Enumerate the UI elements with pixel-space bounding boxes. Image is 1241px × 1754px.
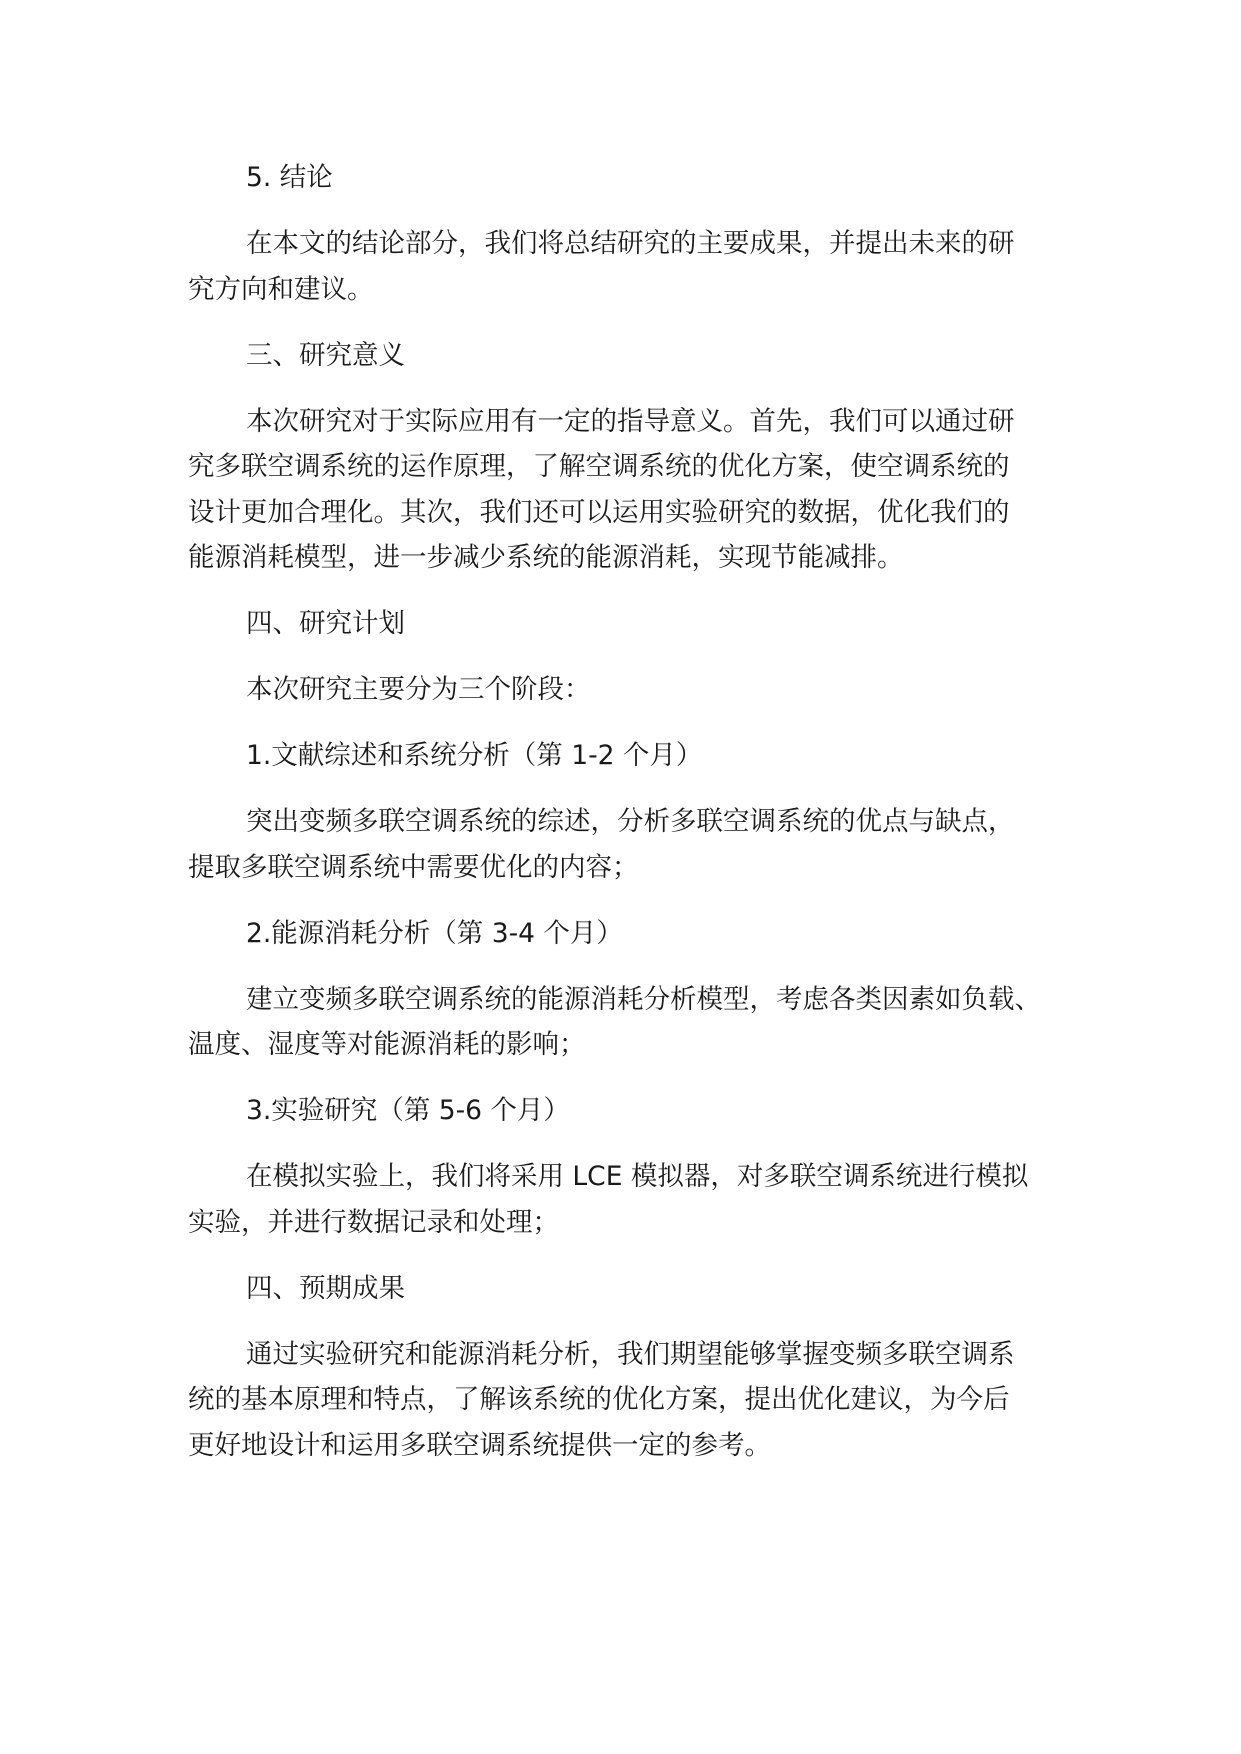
plan-phase-1-body bbox=[188, 799, 1068, 890]
text-line: 能源消耗模型，进一步减少系统的能源消耗，实现节能减排。 bbox=[188, 542, 904, 573]
plan-intro: 本次研究主要分为三个阶段： bbox=[246, 674, 591, 705]
text-line: 统的基本原理和特点，了解该系统的优化方案，提出优化建议，为今后 bbox=[188, 1384, 1010, 1415]
text-line: 更好地设计和运用多联空调系统提供一定的参考。 bbox=[188, 1429, 771, 1461]
section-heading-plan: 四、研究计划 bbox=[246, 608, 405, 639]
text-line: 设计更加合理化。其次，我们还可以运用实验研究的数据，优化我们的 bbox=[188, 496, 1010, 528]
text-line: 究方向和建议。 bbox=[188, 273, 374, 305]
text-line: 提取多联空调系统中需要优化的内容； bbox=[188, 851, 639, 883]
section-heading-significance: 三、研究意义 bbox=[246, 339, 405, 371]
plan-phase-3-body bbox=[188, 1154, 1068, 1245]
text-line: 通过实验研究和能源消耗分析，我们期望能够掌握变频多联空调系 bbox=[246, 1338, 1015, 1370]
text-line: 本次研究对于实际应用有一定的指导意义。首先，我们可以通过研 bbox=[246, 405, 1015, 437]
text-line: 实验，并进行数据记录和处理； bbox=[188, 1206, 559, 1238]
plan-phase-2-heading: 2.能源消耗分析（第 3-4 个月） bbox=[246, 917, 623, 949]
text-line: 突出变频多联空调系统的综述，分析多联空调系统的优点与缺点， bbox=[246, 806, 1015, 837]
document-body bbox=[188, 155, 1068, 1468]
text-line: 究多联空调系统的运作原理，了解空调系统的优化方案，使空调系统的 bbox=[188, 451, 1010, 482]
plan-phase-3-heading: 3.实验研究（第 5-6 个月） bbox=[246, 1095, 570, 1126]
paragraph-conclusion bbox=[188, 221, 1068, 312]
paragraph-significance bbox=[188, 399, 1068, 581]
text-line: 在模拟实验上，我们将采用 LCE 模拟器，对多联空调系统进行模拟 bbox=[246, 1161, 1029, 1192]
text-line: 在本文的结论部分，我们将总结研究的主要成果，并提出未来的研 bbox=[246, 228, 1015, 259]
text-line: 温度、湿度等对能源消耗的影响； bbox=[188, 1029, 586, 1060]
plan-phase-1-heading: 1.文献综述和系统分析（第 1-2 个月） bbox=[246, 740, 703, 771]
section-heading-expected-results: 四、预期成果 bbox=[246, 1272, 405, 1304]
paragraph-expected-results bbox=[188, 1332, 1068, 1469]
plan-phase-2-body bbox=[188, 977, 1068, 1068]
section-heading-conclusion: 5. 结论 bbox=[246, 162, 333, 193]
text-line: 建立变频多联空调系统的能源消耗分析模型，考虑各类因素如负载、 bbox=[246, 983, 1041, 1015]
